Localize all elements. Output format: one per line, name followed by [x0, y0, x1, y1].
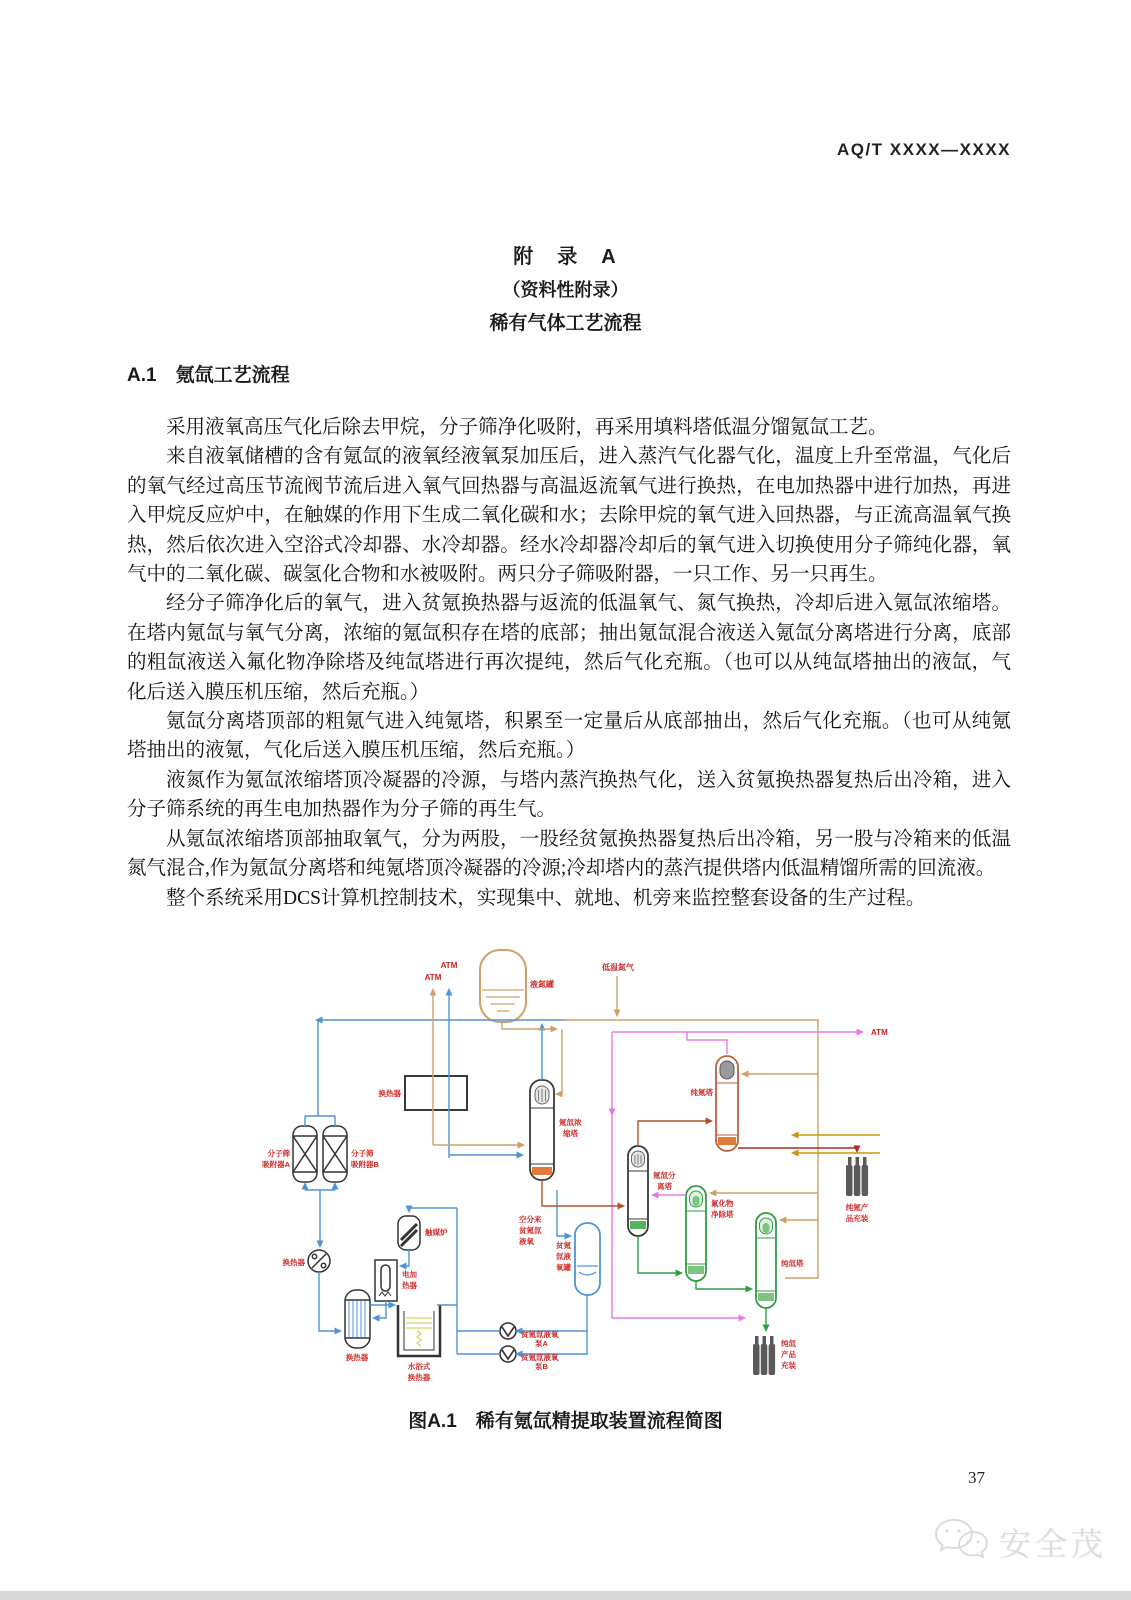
- watermark-text: 安全茂: [998, 1526, 1107, 1562]
- conc-column-label-2: 缩塔: [563, 1129, 578, 1138]
- xe-column-label: 纯氙塔: [781, 1259, 804, 1268]
- pump-a-label-1: 贫氪氙液氧: [521, 1330, 559, 1339]
- pump-a-label-2: 泵A: [535, 1339, 548, 1348]
- kr-product-label-2: 品充装: [845, 1214, 869, 1223]
- appendix-subtitle: （资料性附录）: [502, 280, 629, 300]
- pure-xenon-column: [756, 1213, 776, 1308]
- page-number: 37: [968, 1468, 985, 1487]
- krypton-product-line: [738, 1148, 857, 1151]
- watermark: [933, 1516, 1107, 1568]
- paragraph-6: 从氪氙浓缩塔顶部抽取氧气，分为两股，一股经贫氪换热器复热后出冷箱，另一股与冷箱来的低温氮气混合,作为氪氙分离塔和纯氪塔顶冷凝器的冷源;冷却塔内的蒸汽提供塔内低温精馏所需的回流液。: [127, 828, 1011, 880]
- krypton-lines: [793, 1135, 880, 1153]
- shell-tube-exchanger: [345, 1290, 370, 1348]
- sieve-b-label-2: 吸附器B: [351, 1160, 379, 1169]
- atm-label-3: ATM: [871, 1028, 888, 1037]
- cold-n2-label: 低温氮气: [602, 963, 634, 972]
- bath-label-1: 水浴式: [407, 1362, 431, 1371]
- sieve-b-label-1: 分子筛: [351, 1149, 374, 1158]
- catalyst-furnace: [398, 1216, 420, 1250]
- process-flow-diagram: [225, 928, 925, 1390]
- feed-label-1: 空分来: [519, 1215, 542, 1224]
- sieve-a-label-2: 吸附器A: [262, 1160, 290, 1169]
- pure-krypton-column: [716, 1056, 738, 1151]
- lox-tank-label-3: 氧罐: [556, 1263, 571, 1272]
- circle-heat-exchanger: [308, 1250, 330, 1272]
- paragraph-3: 经分子筛净化后的氧气，进入贫氪换热器与返流的低温氧气、氮气换热，冷却后进入氪氙浓缩塔。在塔内氪氙与氧气分离，浓缩的氪氙积存在塔的底部；抽出氪氙混合液送入氪氙分离塔进行分离，底部的粗氙液送入氟化物净除塔及纯氙塔进行再次提纯，然后气化充瓶。（也可以从纯氙塔抽出的液氙，气化后送入膜压机压缩，然后充瓶。）: [127, 593, 1011, 703]
- figure-caption: 图A.1 稀有氪氙精提取装置流程简图: [408, 1411, 723, 1432]
- xe-product-label-3: 充装: [781, 1361, 796, 1370]
- feed-label-3: 液氧: [519, 1237, 534, 1246]
- molecular-sieve-adsorber-a: [293, 1126, 317, 1182]
- paragraph-4: 氪氙分离塔顶部的粗氪气进入纯氪塔，积累至一定量后从底部抽出，然后气化充瓶。（也可从纯氪塔抽出的液氪，气化后送入膜压机压缩，然后充瓶。）: [127, 711, 1011, 762]
- sieve-a-label-1: 分子筛: [267, 1149, 290, 1158]
- atm-label-2: ATM: [440, 961, 458, 970]
- section-heading: A.1 氪氙工艺流程: [127, 365, 290, 386]
- molecular-sieve-adsorber-b: [323, 1126, 347, 1182]
- fluoride-column-label-1: 氟化物: [711, 1199, 734, 1208]
- xe-product-label-1: 纯氙: [781, 1339, 796, 1348]
- paragraph-7: 整个系统采用DCS计算机控制技术，实现集中、就地、机旁来监控整套设备的生产过程。: [166, 887, 926, 909]
- krxe-concentration-column: [530, 1080, 554, 1180]
- kr-product-label-1: 纯氪产: [845, 1203, 869, 1212]
- bath-label-2: 换热器: [407, 1373, 431, 1382]
- paragraph-2: 来自液氧储槽的含有氪氙的液氧经液氧泵加压后，进入蒸汽气化器气化，温度上升至常温，气化后的氧气经过高压节流阀节流后进入氧气回热器与高温返流氧气进行换热，在电加热器中进行加热，再进入甲烷反应炉中，在触媒的作用下生成二氧化碳和水；去除甲烷的氧气进入回热器，与正流高温氧气换热，然后依次进入空浴式冷却器、水冷却器。经水冷却器冷却后的氧气进入切换使用分子筛纯化器，氧气中的二氧化碳、碳氢化合物和水被吸附。两只分子筛吸附器，一只工作、另一只再生。: [127, 446, 1011, 586]
- lox-pump-a: [500, 1323, 516, 1339]
- shell-hx-label: 换热器: [345, 1353, 369, 1362]
- pump-b-label-1: 贫氪氙液氧: [521, 1353, 559, 1362]
- atm-label-1: ATM: [424, 973, 442, 982]
- xe-product-label-2: 产品: [781, 1350, 796, 1359]
- kr-column-label: 纯氪塔: [690, 1088, 713, 1097]
- chat-bubbles-icon: [933, 1516, 989, 1568]
- circle-hx-label: 换热器: [282, 1258, 305, 1267]
- xenon-product-cylinders: [753, 1336, 775, 1375]
- lox-tank-label-1: 贫氪: [556, 1241, 571, 1250]
- krxe-separation-column: [628, 1146, 648, 1236]
- pump-b-label-2: 泵B: [535, 1362, 548, 1371]
- paragraph-1: 采用液氧高压气化后除去甲烷，分子筛净化吸附，再采用填料塔低温分馏氪氙工艺。: [166, 417, 888, 438]
- appendix-name: 稀有气体工艺流程: [489, 313, 642, 334]
- eheater-label-2: 热器: [402, 1281, 417, 1290]
- main-hx-label: 换热器: [378, 1089, 401, 1098]
- eheater-label-1: 电加: [402, 1270, 417, 1279]
- catalyst-label: 触媒炉: [425, 1228, 448, 1237]
- electric-heater: [375, 1260, 397, 1301]
- conc-column-label-1: 氪氙浓: [559, 1118, 582, 1127]
- fluoride-column-label-2: 净除塔: [711, 1210, 734, 1219]
- appendix-title: 附 录 A: [513, 246, 618, 268]
- bottom-edge: [0, 1591, 1131, 1600]
- fluoride-removal-column: [686, 1186, 706, 1281]
- lox-pump-b: [500, 1346, 516, 1362]
- sep-column-label-1: 氪氙分: [653, 1171, 676, 1180]
- krypton-product-cylinders: [846, 1157, 868, 1196]
- feed-label-2: 贫氪氙: [519, 1226, 542, 1235]
- sep-column-label-2: 离塔: [657, 1182, 672, 1191]
- water-bath-exchanger: [398, 1305, 440, 1356]
- lean-krxe-lox-tank: [575, 1223, 600, 1295]
- paragraph-5: 液氮作为氪氙浓缩塔顶冷凝器的冷源，与塔内蒸汽换热气化，送入贫氪换热器复热后出冷箱，进入分子筛系统的再生电加热器作为分子筛的再生气。: [127, 769, 1011, 821]
- liquid-nitrogen-tank: [480, 950, 526, 1022]
- standard-number-header: AQ/T XXXX—XXXX: [836, 140, 1011, 159]
- body-text: [127, 413, 1011, 913]
- vessels: [293, 950, 868, 1375]
- main-heat-exchanger: [405, 1076, 467, 1110]
- lox-tank-label-2: 氙液: [556, 1252, 571, 1261]
- ln2-tank-label: 液氮罐: [530, 980, 554, 989]
